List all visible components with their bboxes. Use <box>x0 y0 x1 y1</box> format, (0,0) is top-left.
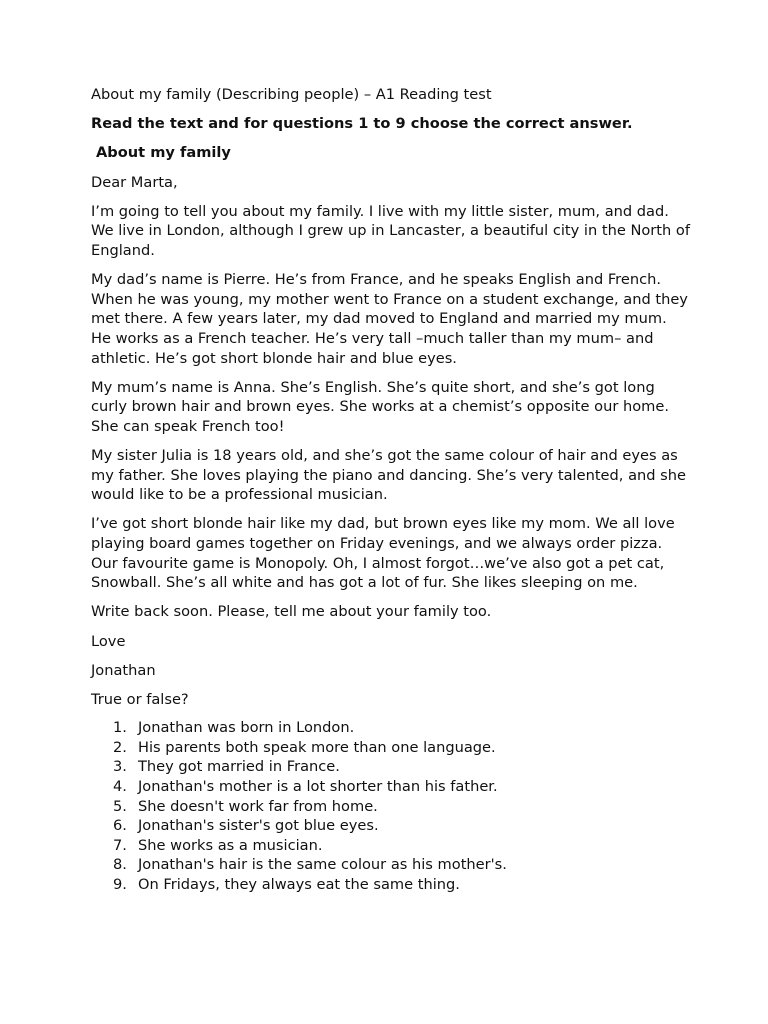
question-text: Jonathan's hair is the same colour as his mother's. <box>138 856 507 874</box>
letter-closing: Love <box>91 632 126 650</box>
quiz-title: True or false? <box>91 690 189 708</box>
question-item <box>91 855 691 875</box>
letter-signature: Jonathan <box>91 661 156 679</box>
question-item <box>91 757 691 777</box>
question-text: She doesn't work far from home. <box>138 797 378 815</box>
instructions: Read the text and for questions 1 to 9 choose the correct answer. <box>91 115 633 133</box>
question-item <box>91 875 691 895</box>
question-number: 8. <box>113 856 127 874</box>
question-text: On Fridays, they always eat the same thing. <box>138 875 460 893</box>
question-list-container <box>91 718 691 894</box>
paragraph-mum: My mum’s name is Anna. She’s English. She’s quite short, and she’s got long curly brown hair and brown eyes. She works at a chemist’s opposite our home. She can speak French too! <box>91 378 669 435</box>
question-number: 3. <box>113 758 127 776</box>
question-number: 1. <box>113 719 127 737</box>
question-number: 9. <box>113 875 127 893</box>
paragraph-jonathan: I’ve got short blonde hair like my dad, but brown eyes like my mom. We all love playing board games together on Friday evenings, and we always order pizza. Our favourite game is Monopoly. Oh, I almost forgot…we’ve also got a pet cat, Snowball. She’s all white and has got a lot of fur. She likes sleeping on me. <box>91 515 675 592</box>
question-number: 2. <box>113 738 127 756</box>
question-text: His parents both speak more than one language. <box>138 738 496 756</box>
paragraph-sister: My sister Julia is 18 years old, and she’s got the same colour of hair and eyes as my father. She loves playing the piano and dancing. She’s very talented, and she would like to be a professional musician. <box>91 447 687 504</box>
question-item <box>91 816 691 836</box>
letter-heading: About my family <box>96 144 231 162</box>
question-item <box>91 797 691 817</box>
question-number: 4. <box>113 777 127 795</box>
question-item <box>91 777 691 797</box>
paragraph-write-back: Write back soon. Please, tell me about your family too. <box>91 603 492 621</box>
question-text: Jonathan's sister's got blue eyes. <box>138 817 379 835</box>
document-header: About my family (Describing people) – A1 Reading test <box>91 86 492 103</box>
question-item <box>91 718 691 738</box>
question-number: 6. <box>113 817 127 835</box>
question-text: Jonathan was born in London. <box>138 719 355 737</box>
paragraph-dad: My dad’s name is Pierre. He’s from France, and he speaks English and French. When he was young, my mother went to France on a student exchange, and they met there. A few years later, my dad moved to England and married my mum. He works as a French teacher. He’s very tall –much taller than my mum– and athletic. He’s got short blonde hair and blue eyes. <box>91 271 688 367</box>
letter-greeting: Dear Marta, <box>91 173 178 191</box>
question-number: 7. <box>113 836 127 854</box>
question-text: Jonathan's mother is a lot shorter than his father. <box>138 777 498 795</box>
question-text: She works as a musician. <box>138 836 323 854</box>
question-item <box>91 836 691 856</box>
question-item <box>91 738 691 758</box>
paragraph-family-intro: I’m going to tell you about my family. I live with my little sister, mum, and dad. We live in London, although I grew up in Lancaster, a beautiful city in the North of England. <box>91 202 690 259</box>
question-number: 5. <box>113 797 127 815</box>
question-text: They got married in France. <box>138 758 340 776</box>
question-list <box>91 718 691 894</box>
document-page <box>91 85 691 895</box>
